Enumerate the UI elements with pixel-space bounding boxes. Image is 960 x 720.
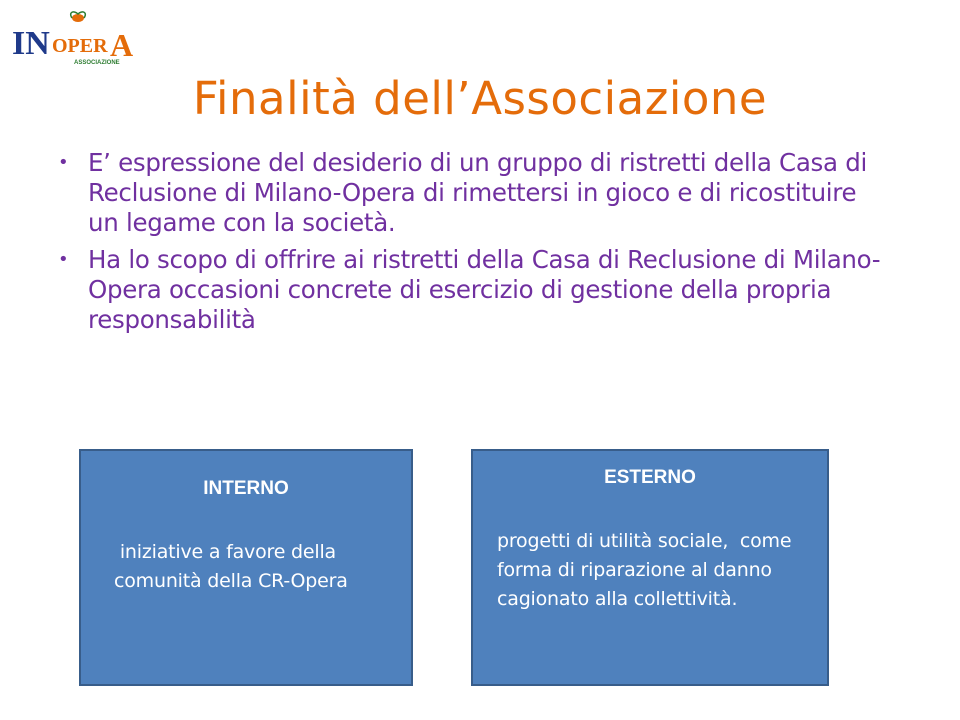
esterno-body: progetti di utilità sociale, come forma di riparazione al danno cagionato alla collettività.: [497, 530, 798, 610]
esterno-heading: ESTERNO: [604, 467, 696, 488]
logo-subtitle: ASSOCIAZIONE: [74, 60, 120, 66]
bullet-item: [55, 245, 885, 335]
logo-text-opera: OPER: [52, 35, 108, 57]
logo-text-a: A: [110, 27, 134, 63]
logo-bird-icon: [71, 12, 86, 22]
slide-title: Finalità dell’Associazione: [192, 72, 768, 125]
bullet-item: [55, 148, 885, 238]
logo-graphic: [8, 6, 138, 68]
bullet-text: E’ espressione del desiderio di un gruppo di ristretti della Casa di Reclusione di Milano-Opera di rimettersi in gioco e di ricostituire un legame con la società.: [88, 148, 867, 237]
bullet-text: Ha lo scopo di offrire ai ristretti della Casa di Reclusione di Milano-Opera occasioni concrete di esercizio di gestione della propria responsabilità: [88, 245, 881, 334]
logo-text-in: IN: [12, 25, 50, 62]
interno-body: iniziative a favore della comunità della CR-Opera: [114, 541, 348, 592]
interno-heading: INTERNO: [203, 478, 289, 499]
bullet-marker: •: [58, 152, 69, 173]
esterno-box: [471, 449, 829, 686]
bullet-list: [55, 148, 885, 342]
inopera-logo: [8, 6, 138, 68]
interno-box: [79, 449, 413, 686]
bullet-marker: •: [58, 249, 69, 270]
